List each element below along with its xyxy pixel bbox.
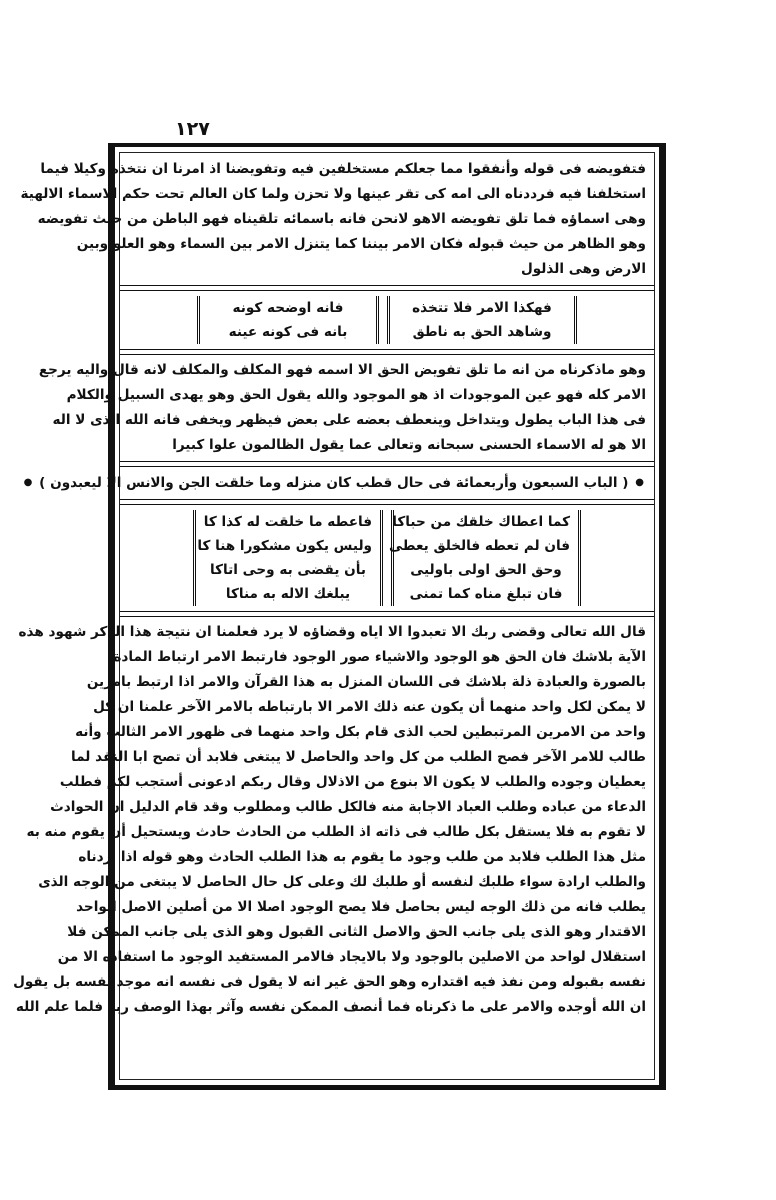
- verse-line: يبلغك الاله به مناكا: [225, 586, 351, 602]
- divider-rule: [120, 611, 654, 617]
- text-line: قال الله تعالى وقضى ربك الا تعبدوا الا اياه وقضاؤه لا يرد فعلمنا ان نتيجة هذا الذكر شهود هذه: [18, 624, 646, 640]
- page-content: [13, 152, 655, 1080]
- text-line: بالصورة والعبادة ذلة بلاشك فى اللسان المنزل به هذا القرآن والامر اذا ارتبط بامرين: [86, 674, 646, 690]
- text-line: الاقتدار وهو الذى يلى جانب الحق والاصل الثانى القبول وهو الذى يلى جانب الممكن فلا: [67, 924, 646, 940]
- text-line: مثل هذا الطلب فلابد من طلب وجود ما يقوم به هذا الطلب الحادث وهو قوله اذا اردناه: [78, 849, 646, 865]
- prose-section-2: [38, 358, 648, 458]
- text-line: لا تقوم به فلا يستقل بكل طالب فى ذاته اذ الطلب من الحادث حادث ويستحيل أن يقوم منه به: [26, 824, 646, 840]
- text-line: يعطيان وجوده والطلب لا يكون الا بنوع من الاذلال وقال ربكم ادعونى أستجب لكم فطلب: [59, 774, 646, 790]
- text-line: الآية بلاشك فان الحق هو الوجود والاشياء صور الوجود فارتبط الامر ارتباط المادة: [113, 649, 646, 665]
- verse-line: فاعطه ما خلقت له كذا كا: [203, 514, 372, 530]
- prose-section-1: [20, 157, 648, 282]
- verse-line: فان لم تعطه فالخلق يعطى: [388, 538, 570, 554]
- text-line: يطلب فانه من ذلك الوجه ليس بحاصل فلا يصح الوجود اصلا الا من أصلين الاصل الواحد: [76, 899, 646, 915]
- verse-line: فانه اوضحه كونه: [232, 300, 344, 316]
- text-line: ان الله أوجده والامر على ما ذكرناه فما أنصف الممكن نفسه وآثر بهذا الوصف ربه فلما علم الله: [15, 999, 646, 1015]
- text-line: الدعاء من عباده وطلب العباد الاجابة منه فالكل طالب ومطلوب وقد قام الدليل ان الحوادث: [50, 799, 646, 815]
- chapter-heading: [23, 470, 648, 496]
- verse-block-1: [126, 294, 648, 346]
- text-line: وهو الظاهر من حيث قبوله فكان الامر بيننا كما يتنزل الامر بين السماء وهو العلو وبين: [76, 236, 646, 252]
- bullet-icon: ●: [23, 477, 33, 488]
- divider-rule: [120, 349, 654, 355]
- verse-column-right: [387, 296, 577, 344]
- verse-line: فهكذا الامر فلا تتخذه: [412, 300, 552, 316]
- text-line: استخلفنا فيه فرددناه الى امه كى تقر عينها ولا تحزن ولما كان العالم تحت حكم الاسماء الالهية: [20, 186, 646, 202]
- bullet-icon: ●: [635, 477, 644, 488]
- text-line: الامر كله فهو عين الموجودات اذ هو الموجود والله يقول الحق وهو يهدى السبيل والكلام: [66, 387, 646, 403]
- verse-line: فان تبلغ مناه كما تمنى: [409, 586, 563, 602]
- verse-line: وليس يكون مشكورا هنا كا: [197, 538, 372, 554]
- text-line: نفسه بقبوله ومن نفذ فيه اقتداره وهو الحق غير انه لا يقول فى نفسه انه موجد نفسه بل يقول: [13, 974, 646, 990]
- text-line: وهو ماذكرناه من انه ما تلق تفويض الحق الا اسمه فهو المكلف والمكلف لانه قال واليه يرجع: [38, 362, 646, 378]
- text-line: لا يمكن لكل واحد منهما أن يكون عنه ذلك الامر الا بارتباطه بالامر الآخر علمنا ان كل: [93, 699, 646, 715]
- page-frame: [13, 143, 666, 1090]
- divider-rule: [120, 285, 654, 291]
- text-line: الارض وهى الذلول: [520, 261, 646, 277]
- text-line: والطلب ارادة سواء طلبك لنفسه أو طلبك لك وعلى كل حال الحاصل لا يبتغى من الوجه الذى: [38, 874, 646, 890]
- verse-column-right: [388, 510, 581, 606]
- verse-line: وحق الحق اولى باوليى: [410, 562, 562, 578]
- text-line: الا هو له الاسماء الحسنى سبحانه وتعالى عما يقول الظالمون علوا كبيرا: [172, 437, 646, 453]
- prose-section-3: [13, 620, 648, 1020]
- text-line: طالب للامر الآخر فصح الطلب من كل واحد والحاصل لا يبتغى فلابد أن تصح ابا النقد لما: [71, 749, 646, 765]
- verse-line: كما اعطاك خلقك من حباكا: [392, 514, 570, 530]
- text-line: واحد من الامرين المرتبطين لحب الذى قام بكل واحد منهما فى ظهور الامر الثالث وأنه: [75, 724, 646, 740]
- chapter-title: ( الباب السبعون وأربعمائة فى حال قطب كان منزله وما خلقت الجن والانس الا ليعبدون ): [39, 475, 629, 491]
- text-line: وهى اسماؤه فما تلق تفويضه الاهو لانحن فانه باسمائه تلقيناه فهو الباطن من حيث تفويضه: [37, 211, 646, 227]
- page-number: ١٢٧: [175, 118, 210, 140]
- text-line: استقلال لواحد من الاصلين بالوجود ولا بالايجاد فالامر المستفيد الوجود ما استفاده الا من: [57, 949, 646, 965]
- divider-rule: [120, 499, 654, 505]
- verse-line: بانه فى كونه عينه: [228, 324, 348, 340]
- verse-line: بأن يقضى به وحى اتاكا: [209, 562, 366, 578]
- text-line: فتفويضه فى قوله وأنفقوا مما جعلكم مستخلفين فيه وتفويضنا اذ امرنا ان نتخذه وكيلا فيما: [40, 161, 646, 177]
- divider-rule: [120, 461, 654, 467]
- verse-column-left: [193, 510, 383, 606]
- text-line: فى هذا الباب يطول ويتداخل وينعطف بعضه على بعض فيظهر ويخفى فانه الله الذى لا اله: [52, 412, 646, 428]
- verse-block-2: [126, 508, 648, 608]
- verse-column-left: [197, 296, 379, 344]
- verse-line: وشاهد الحق به ناطق: [412, 324, 552, 340]
